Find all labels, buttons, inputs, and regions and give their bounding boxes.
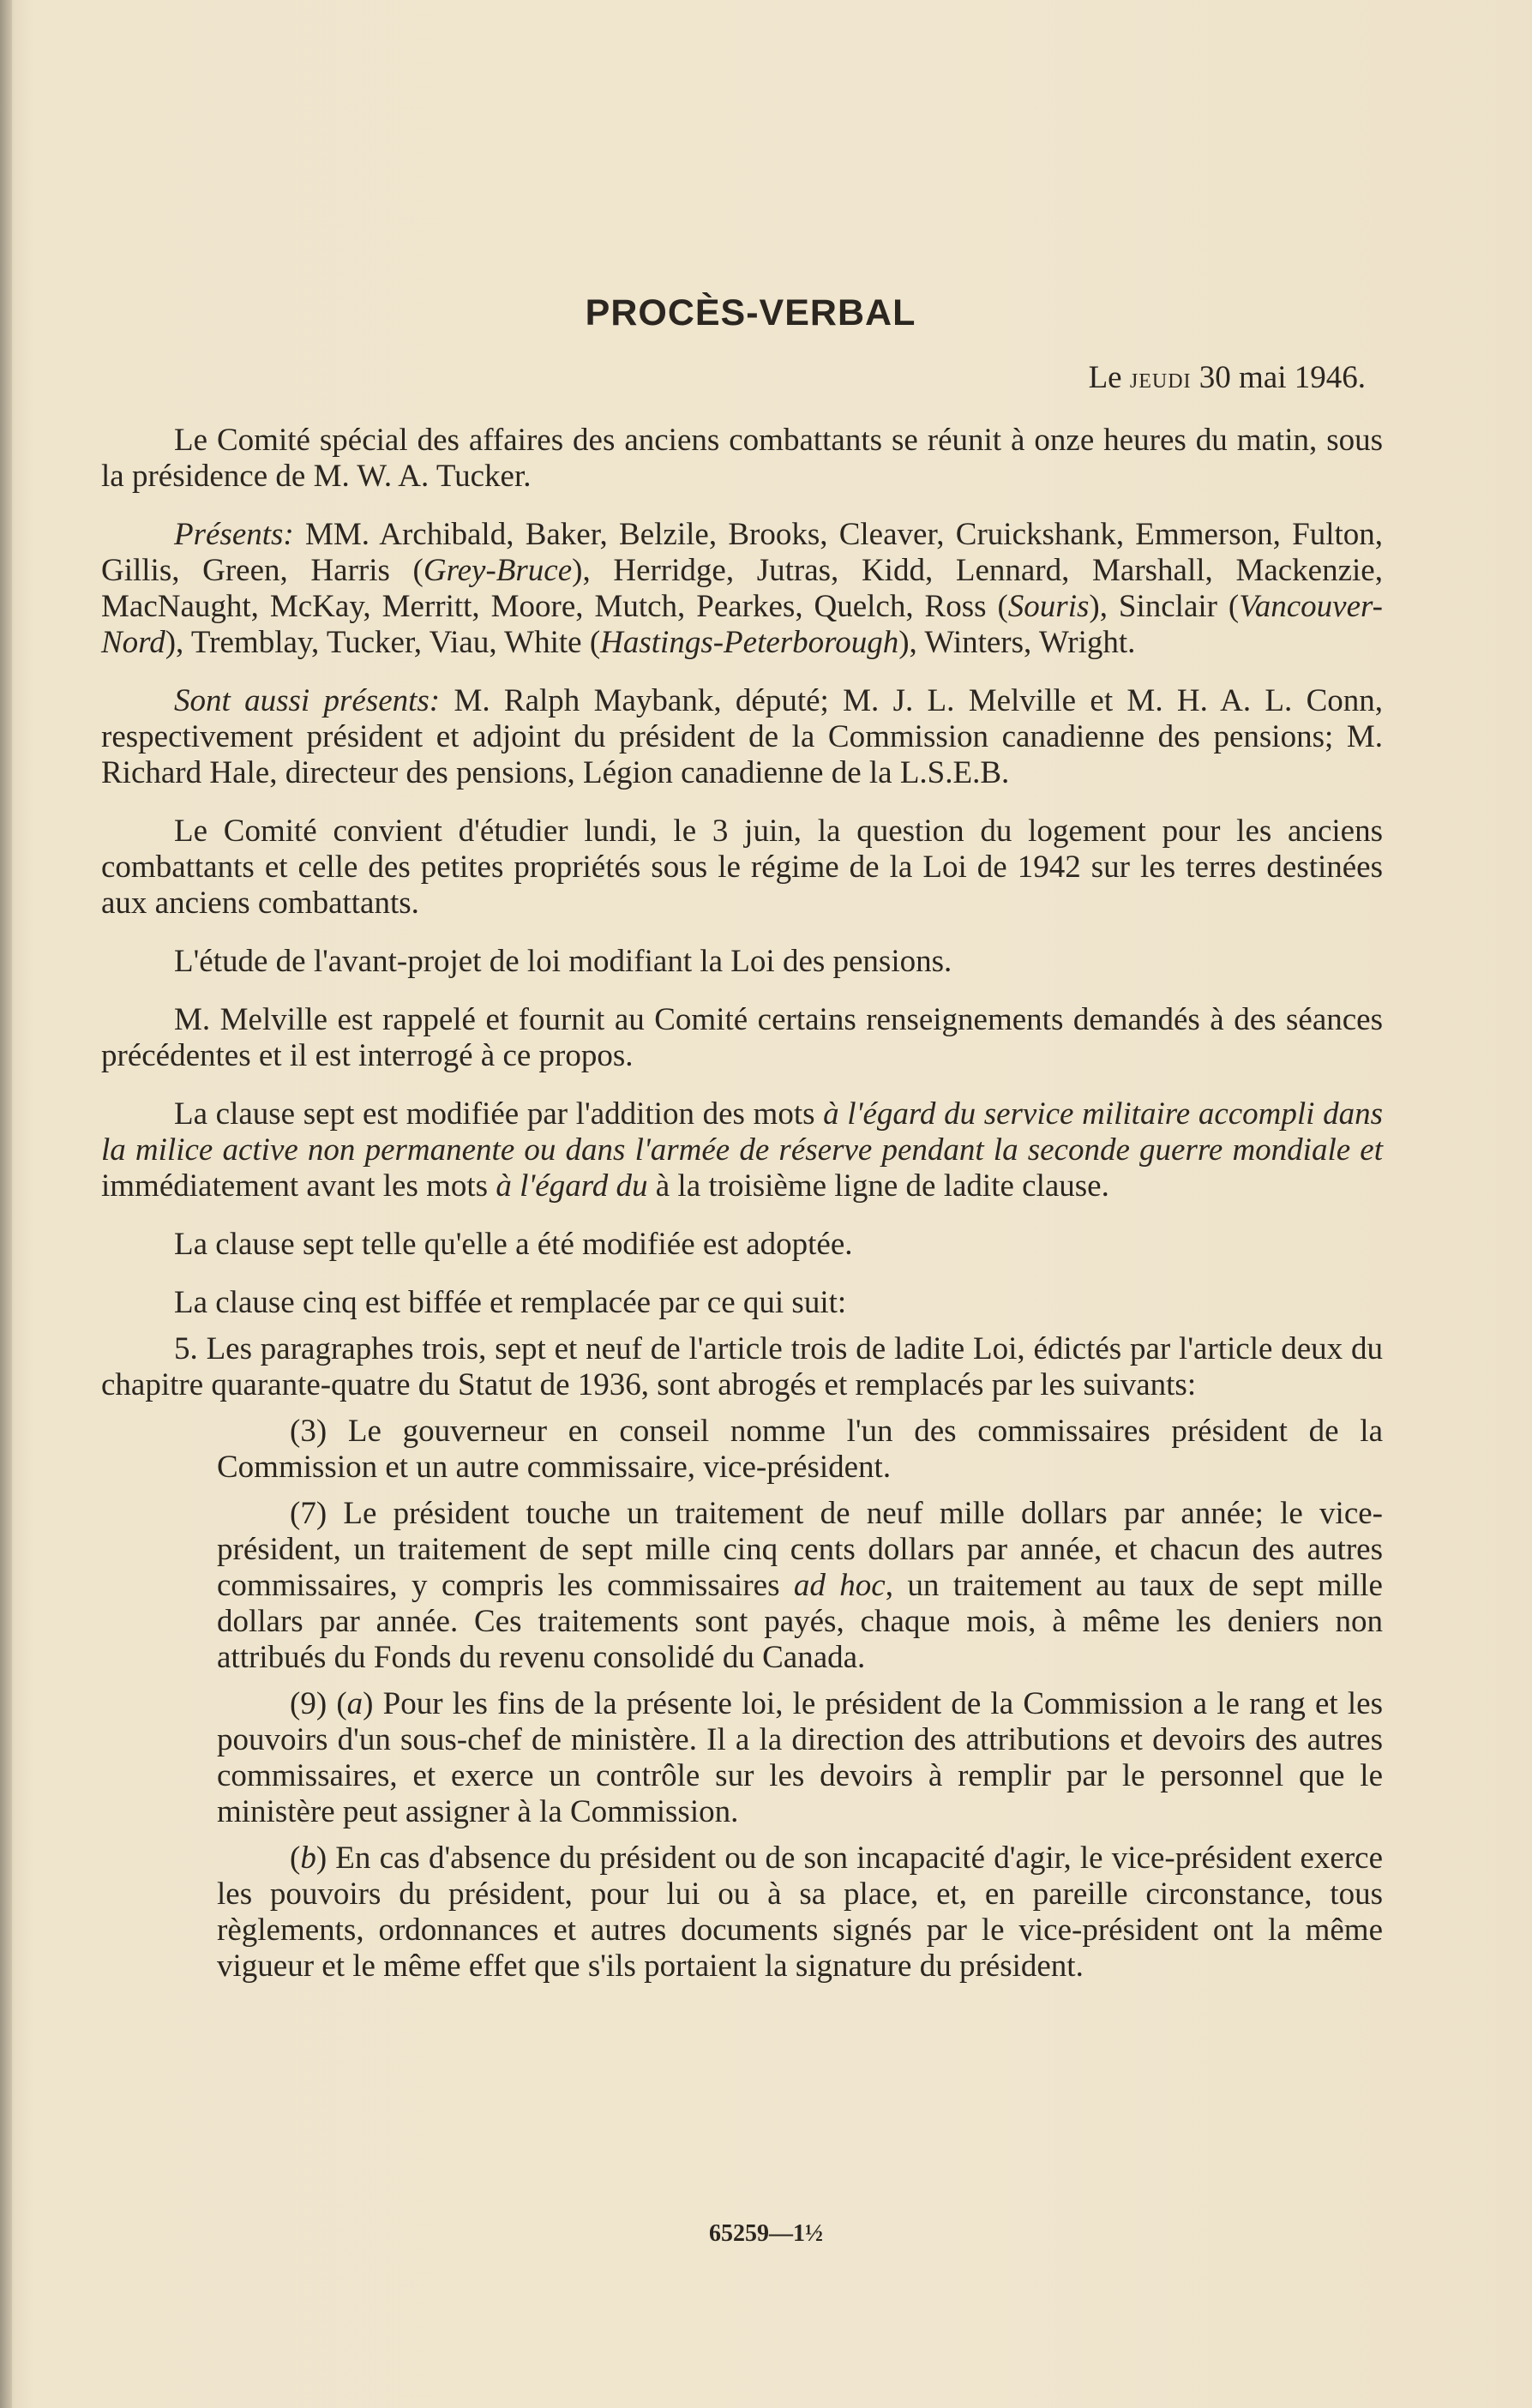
subparagraph-9b — [217, 1841, 1383, 1985]
presents-riding: Vancouver-Nord — [101, 589, 1383, 660]
paragraph-presents — [101, 517, 1383, 661]
sub7-text: , un traitement au taux de sept mille dollars par année. Ces traitements sont payés, chaque mois, à même les deniers non attribués du Fonds du revenu consolidé du Canada. — [217, 1568, 1383, 1675]
date-day: jeudi — [1129, 363, 1192, 394]
presents-text: ), Winters, Wright. — [898, 625, 1136, 660]
paragraph-opening: Le Comité spécial des affaires des anciens combattants se réunit à onze heures du matin, sous la présidence de M. W. A. Tucker. — [101, 423, 1383, 494]
sub9b-letter: b — [300, 1841, 316, 1876]
meeting-date — [101, 360, 1383, 397]
document-body — [101, 291, 1383, 1995]
sub9a-letter: a — [346, 1686, 363, 1721]
paragraph-logement: Le Comité convient d'étudier lundi, le 3 juin, la question du logement pour les anciens combattants et celle des petites propriétés sous le régime de la Loi de 1942 sur les terres destinées aux anciens combattants. — [101, 814, 1383, 921]
presents-text: ), Sinclair ( — [1089, 589, 1240, 624]
binding-edge — [0, 0, 12, 2408]
printer-signature: 65259—1½ — [709, 2220, 823, 2247]
presents-riding: Hastings-Peterborough — [600, 625, 899, 660]
presents-text: ), Tremblay, Tucker, Viau, White ( — [165, 625, 601, 660]
paragraph-adoptee: La clause sept telle qu'elle a été modifiée est adoptée. — [174, 1227, 853, 1262]
paragraph-aussi-presents — [101, 683, 1383, 791]
clause7-text: immédiatement avant les mots — [101, 1168, 496, 1204]
clause7-text: La clause sept est modifiée par l'addition des mots — [174, 1096, 824, 1132]
aussi-label: Sont aussi présents: — [174, 683, 441, 718]
sub9a-text: (9) ( — [290, 1686, 347, 1721]
subparagraph-3: (3) Le gouverneur en conseil nomme l'un des commissaires président de la Commission et un autre commissaire, vice-président. — [217, 1414, 1383, 1485]
sub9a-text: ) Pour les fins de la présente loi, le président de la Commission a le rang et les pouvoirs d'un sous-chef de ministère. Il a la direction des attributions et devoirs des autres commissaires, et exerce un contrôle sur les devoirs à remplir par le personnel que le ministère peut assigner à la Commission. — [217, 1686, 1383, 1829]
page-title: PROCÈS-VERBAL — [585, 292, 916, 333]
presents-riding: Souris — [1007, 589, 1090, 624]
presents-riding: Grey-Bruce — [423, 553, 573, 588]
presents-text: MM. Archibald, Baker, Belzile, Brooks, Cleaver, Cruickshank, Emmerson, Fulton, Gillis, Green, Harris ( — [101, 517, 1383, 588]
presents-label: Présents: — [174, 517, 294, 552]
date-rest: 30 mai 1946. — [1199, 360, 1366, 395]
sub7-adhoc: ad hoc — [793, 1568, 886, 1603]
subparagraph-9a — [217, 1686, 1383, 1830]
paragraph-etude: L'étude de l'avant-projet de loi modifiant la Loi des pensions. — [174, 944, 952, 979]
clause7-text: à la troisième ligne de ladite clause. — [647, 1168, 1109, 1204]
paragraph-biffee: La clause cinq est biffée et remplacée par ce qui suit: — [174, 1285, 847, 1320]
presents-text: ), Herridge, Jutras, Kidd, Lennard, Marshall, Mackenzie, MacNaught, McKay, Merritt, Moore, Mutch, Pearkes, Quelch, Ross ( — [101, 553, 1383, 624]
clause7-quoted: à l'égard du — [496, 1168, 648, 1204]
subparagraph-7 — [217, 1496, 1383, 1676]
paragraph-clause-sept — [101, 1096, 1383, 1204]
paragraph-clause-5: 5. Les paragraphes trois, sept et neuf de l'article trois de ladite Loi, édictés par l'article deux du chapitre quarante-quatre du Statut de 1936, sont abrogés et remplacés par les suivants: — [101, 1331, 1383, 1402]
aussi-text: M. Ralph Maybank, député; M. J. L. Melville et M. H. A. L. Conn, respectivement président et adjoint du président de la Commission canadienne des pensions; M. Richard Hale, directeur des pensions, Légion canadienne de la L.S.E.B. — [101, 683, 1383, 790]
date-prefix: Le — [1088, 360, 1122, 395]
clause7-quoted: à l'égard du service militaire accompli dans la milice active non permanente ou dans l'armée de réserve pendant la seconde guerre mondiale et — [101, 1096, 1383, 1168]
sub9b-text: ) En cas d'absence du président ou de son incapacité d'agir, le vice-président exerce les pouvoirs du président, pour lui ou à sa place, et, en pareille circonstance, tous règlements, ordonnances et autres documents signés par le vice-président ont la même vigueur et le même effet que s'ils portaient la signature du président. — [217, 1841, 1383, 1984]
sub9b-text: ( — [290, 1841, 301, 1876]
sub7-text: (7) Le président touche un traitement de neuf mille dollars par année; le vice-président, un traitement de sept mille cinq cents dollars par année, et chacun des autres commissaires, y compris les commissaires — [217, 1496, 1383, 1603]
paragraph-melville: M. Melville est rappelé et fournit au Comité certains renseignements demandés à des séances précédentes et il est interrogé à ce propos. — [101, 1002, 1383, 1073]
